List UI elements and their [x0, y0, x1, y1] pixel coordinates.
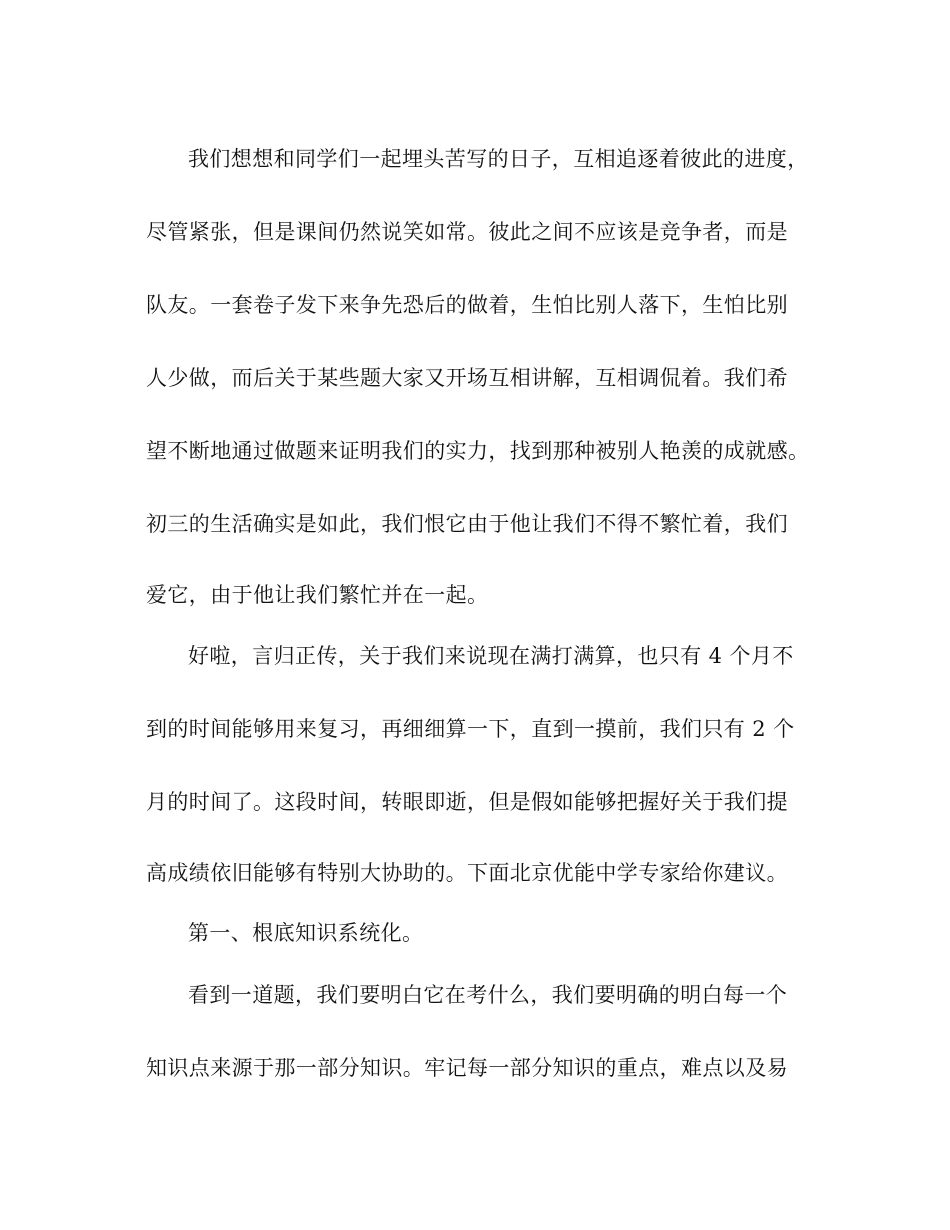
- paragraph-1-line-7: 爱它，由于他让我们繁忙并在一起。: [146, 583, 489, 607]
- paragraph-1-line-5: 望不断地通过做题来证明我们的实力，找到那种被别人艳羡的成就感。: [146, 439, 810, 463]
- paragraph-2-line-2: 到的时间能够用来复习，再细细算一下，直到一摸前，我们只有 2 个: [146, 717, 795, 741]
- paragraph-2-line-1: 好啦，言归正传，关于我们来说现在满打满算，也只有 4 个月不: [188, 644, 794, 668]
- paragraph-2-line-3: 月的时间了。这段时间，转眼即逝，但是假如能够把握好关于我们提: [146, 790, 788, 814]
- section-heading: 第一、根底知识系统化。: [188, 921, 424, 945]
- paragraph-2-line-4: 高成绩依旧能够有特别大协助的。下面北京优能中学专家给你建议。: [146, 861, 788, 885]
- paragraph-1-line-3: 队友。一套卷子发下来争先恐后的做着，生怕比别人落下，生怕比别: [146, 293, 788, 317]
- paragraph-1-line-4: 人少做，而后关于某些题大家又开场互相讲解，互相调侃着。我们希: [146, 366, 788, 390]
- paragraph-1-line-6: 初三的生活确实是如此，我们恨它由于他让我们不得不繁忙着，我们: [146, 512, 788, 536]
- paragraph-3-line-2: 知识点来源于那一部分知识。牢记每一部分知识的重点，难点以及易: [146, 1056, 788, 1080]
- paragraph-3-line-1: 看到一道题，我们要明白它在考什么，我们要明确的明白每一个: [188, 983, 788, 1007]
- paragraph-1-line-1: 我们想想和同学们一起埋头苦写的日子，互相追逐着彼此的进度，: [188, 147, 809, 171]
- paragraph-1-line-2: 尽管紧张，但是课间仍然说笑如常。彼此之间不应该是竞争者，而是: [146, 220, 788, 244]
